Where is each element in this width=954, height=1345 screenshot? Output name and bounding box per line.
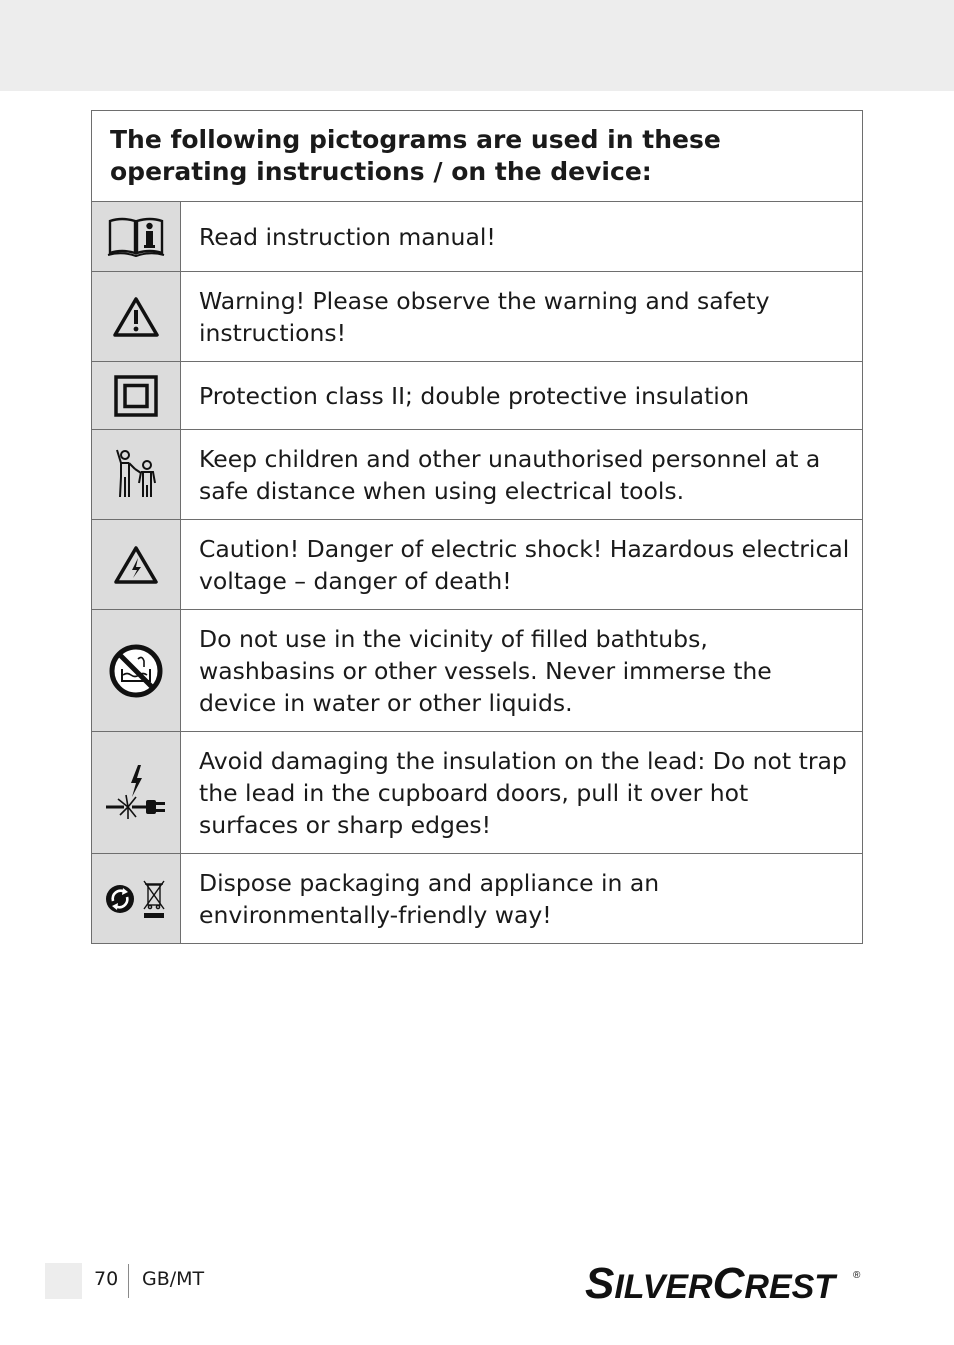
row-text: Read instruction manual!: [181, 202, 863, 272]
warning-triangle-icon: [92, 272, 181, 362]
footer-divider: [128, 1264, 129, 1298]
table-row: [92, 202, 863, 272]
svg-text:®: ®: [853, 1270, 861, 1281]
locale-label: GB/MT: [142, 1268, 205, 1290]
table-row: [92, 732, 863, 854]
row-text: Avoid damaging the insulation on the lead: Do not trap the lead in the cupboard doors, pull it over hot surfaces or sharp edges!: [181, 732, 863, 854]
brand-logo: [585, 1258, 865, 1306]
protection-class-ii-icon: [92, 362, 181, 430]
manual-info-icon: [92, 202, 181, 272]
row-text: Do not use in the vicinity of filled bathtubs, washbasins or other vessels. Never immerse the device in water or other liquids.: [181, 610, 863, 732]
table-row: [92, 272, 863, 362]
row-text: Keep children and other unauthorised personnel at a safe distance when using electrical tools.: [181, 430, 863, 520]
no-bathtub-icon: [92, 610, 181, 732]
damaged-cable-icon: [92, 732, 181, 854]
table-row: [92, 362, 863, 430]
table-header: The following pictograms are used in these operating instructions / on the device:: [92, 111, 863, 202]
page-number: 70: [94, 1268, 119, 1290]
table-row: [92, 854, 863, 944]
row-text: Warning! Please observe the warning and safety instructions!: [181, 272, 863, 362]
electric-shock-triangle-icon: [92, 520, 181, 610]
recycling-disposal-icon: [92, 854, 181, 944]
top-band: [0, 0, 954, 91]
row-text: Caution! Danger of electric shock! Hazardous electrical voltage – danger of death!: [181, 520, 863, 610]
row-text: Dispose packaging and appliance in an environmentally-friendly way!: [181, 854, 863, 944]
table-row: [92, 520, 863, 610]
pictogram-table: [91, 110, 863, 944]
table-header-row: [92, 111, 863, 202]
page-marker-box: [45, 1263, 82, 1299]
table-row: [92, 610, 863, 732]
svg-text:SILVERCREST: SILVERCREST: [585, 1259, 836, 1306]
table-row: [92, 430, 863, 520]
keep-children-away-icon: [92, 430, 181, 520]
row-text: Protection class II; double protective insulation: [181, 362, 863, 430]
